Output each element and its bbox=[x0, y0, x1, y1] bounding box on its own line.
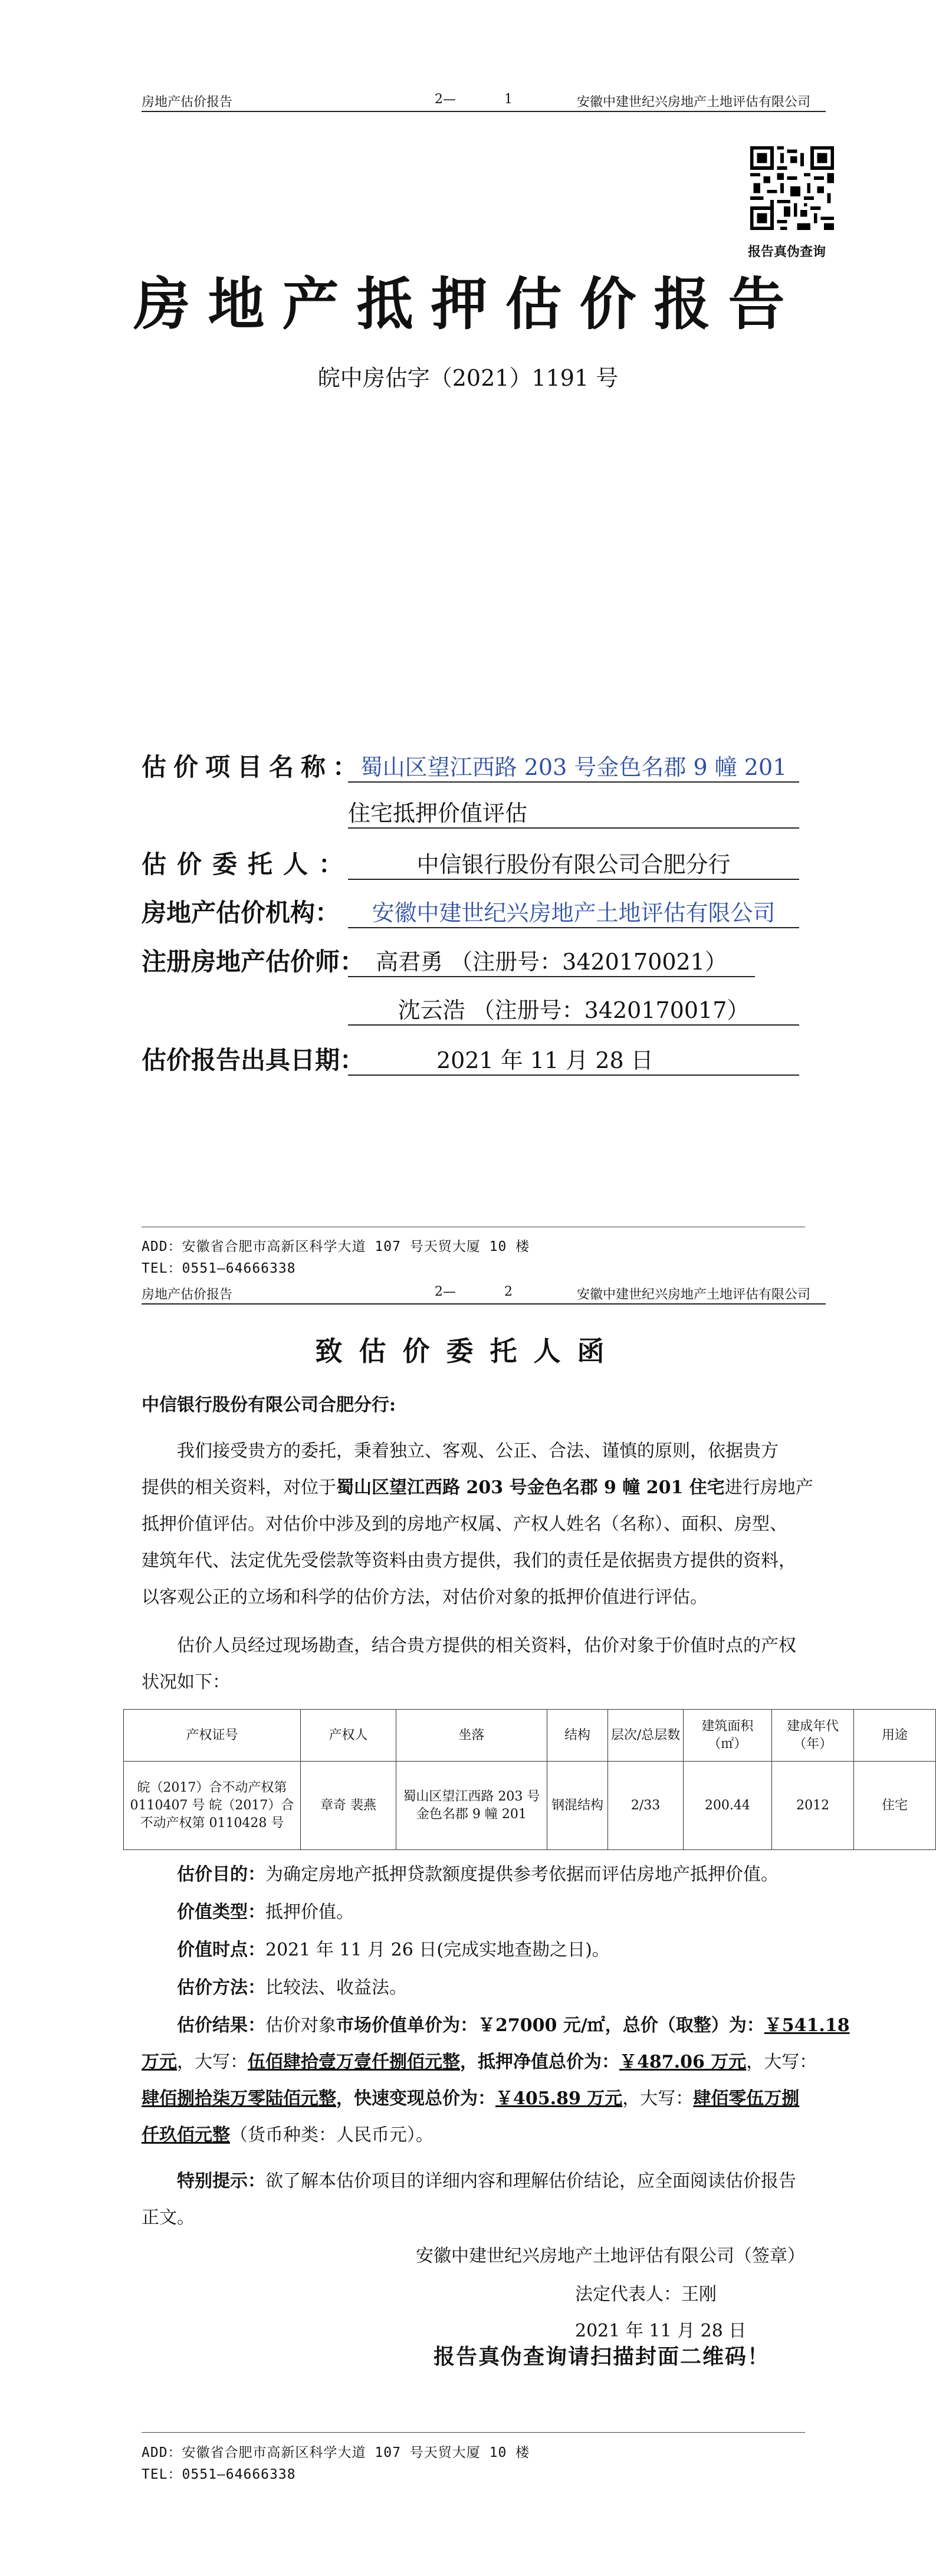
note-paragraph bbox=[142, 2163, 838, 2236]
appraiser-1: 高君勇 （注册号：3420170021） bbox=[348, 944, 755, 977]
header-page: 2— bbox=[435, 92, 456, 107]
total-price-words: 伍佰肆拾壹万壹仟捌佰元整 bbox=[248, 2052, 460, 2072]
td-owner: 章奇 裴燕 bbox=[300, 1762, 396, 1850]
net-value-words: 肆佰捌拾柒万零陆佰元整 bbox=[142, 2088, 336, 2109]
table-header-row bbox=[124, 1710, 936, 1762]
quick-sale-words: 仟玖佰元整 bbox=[142, 2125, 230, 2145]
td-structure: 钢混结构 bbox=[547, 1762, 608, 1850]
client-label: 估价委托人： bbox=[142, 850, 354, 879]
header-rule bbox=[142, 111, 826, 112]
total-price: ￥541.18 bbox=[764, 2015, 850, 2036]
header-page-no: 1 bbox=[504, 92, 513, 107]
header-page: 2— bbox=[435, 1284, 456, 1299]
th-owner: 产权人 bbox=[300, 1710, 396, 1762]
date-label: 估价报告出具日期： bbox=[142, 1046, 365, 1075]
td-cert: 皖（2017）合不动产权第 0110407 号 皖（2017）合不动产权第 0110428 号 bbox=[124, 1762, 301, 1850]
header-left: 房地产估价报告 bbox=[142, 95, 233, 110]
result-text: ，大写： bbox=[177, 2052, 248, 2072]
purpose-label: 估价目的： bbox=[177, 1864, 265, 1885]
client-value: 中信银行股份有限公司合肥分行 bbox=[348, 846, 799, 880]
project-label: 估价项目名称： bbox=[142, 753, 365, 781]
footer-rule bbox=[142, 2432, 805, 2433]
result-line bbox=[142, 2044, 838, 2081]
qr-caption: 报告真伪查询 bbox=[748, 245, 826, 259]
p1-text: 提供的相关资料，对位于 bbox=[142, 1477, 336, 1498]
qr-code-icon[interactable] bbox=[750, 146, 834, 230]
note-line: 正文。 bbox=[142, 2207, 195, 2228]
time-value: 2021 年 11 月 26 日(完成实地查勘之日)。 bbox=[265, 1940, 610, 1960]
result-label: 估价结果： bbox=[177, 2015, 265, 2036]
th-floor: 层次/总层数 bbox=[608, 1710, 683, 1762]
header-company: 安徽中建世纪兴房地产土地评估有限公司 bbox=[577, 1287, 811, 1302]
p1-text: 进行房地产 bbox=[724, 1477, 813, 1498]
th-area: 建筑面积（㎡） bbox=[683, 1710, 772, 1762]
p2-line: 估价人员经过现场勘查，结合贵方提供的相关资料，估价对象于价值时点的产权 bbox=[177, 1635, 796, 1656]
th-usage: 用途 bbox=[854, 1710, 936, 1762]
th-location: 坐落 bbox=[396, 1710, 547, 1762]
footer-tel: TEL：0551—64666338 bbox=[142, 2467, 296, 2482]
addressee: 中信银行股份有限公司合肥分行: bbox=[142, 1395, 396, 1415]
paragraph-1 bbox=[142, 1433, 838, 1616]
td-area: 200.44 bbox=[683, 1762, 772, 1850]
note-label: 特别提示： bbox=[177, 2171, 265, 2191]
td-usage: 住宅 bbox=[854, 1762, 936, 1850]
report-number: 皖中房估字（2021）1191 号 bbox=[317, 365, 619, 391]
date-value: 2021 年 11 月 28 日 bbox=[348, 1042, 799, 1076]
appraiser-2: 沈云浩 （注册号：3420170017） bbox=[348, 992, 799, 1026]
result-text: ，大写： bbox=[622, 2088, 694, 2109]
property-address: 蜀山区望江西路 203 号金色名郡 9 幢 201 住宅 bbox=[336, 1477, 725, 1498]
purpose-value: 为确定房地产抵押贷款额度提供参考依据而评估房地产抵押价值。 bbox=[265, 1864, 779, 1885]
footer-tel: TEL：0551—64666338 bbox=[142, 1261, 296, 1276]
note-text: 欲了解本估价项目的详细内容和理解估价结论，应全面阅读估价报告 bbox=[265, 2171, 796, 2191]
table-row bbox=[124, 1762, 936, 1850]
type-label: 价值类型： bbox=[177, 1902, 265, 1923]
report-title: 房地产抵押估价报告 bbox=[133, 271, 803, 337]
appraiser-label: 注册房地产估价师： bbox=[142, 947, 365, 976]
result-line bbox=[142, 2081, 838, 2117]
method-value: 比较法、收益法。 bbox=[265, 1977, 407, 1998]
letter-title: 致估价委托人函 bbox=[315, 1335, 621, 1367]
method-line bbox=[177, 1970, 407, 2006]
total-price-unit: 万元 bbox=[142, 2052, 177, 2072]
net-value: ￥487.06 万元 bbox=[619, 2052, 747, 2072]
type-value: 抵押价值。 bbox=[265, 1902, 354, 1923]
result-text: ，抵押净值总价为： bbox=[460, 2052, 619, 2072]
time-line bbox=[177, 1932, 610, 1969]
project-value-line2: 住宅抵押价值评估 bbox=[348, 795, 799, 829]
result-text: ，大写： bbox=[746, 2052, 817, 2072]
result-line bbox=[142, 2007, 850, 2044]
header-page-no: 2 bbox=[504, 1284, 513, 1299]
result-text: 估价对象 bbox=[265, 2015, 336, 2036]
note-line bbox=[142, 2163, 838, 2200]
footer-address: ADD：安徽省合肥市高新区科学大道 107 号天贸大厦 10 楼 bbox=[142, 1239, 530, 1254]
th-structure: 结构 bbox=[547, 1710, 608, 1762]
type-line bbox=[177, 1894, 354, 1931]
signature-date: 2021 年 11 月 28 日 bbox=[575, 2321, 747, 2341]
project-value-line1: 蜀山区望江西路 203 号金色名郡 9 幢 201 bbox=[348, 749, 799, 783]
p1-line: 以客观公正的立场和科学的估价方法，对估价对象的抵押价值进行评估。 bbox=[142, 1587, 708, 1608]
time-label: 价值时点： bbox=[177, 1940, 265, 1960]
p1-line: 抵押价值评估。对估价中涉及到的房地产权属、产权人姓名（名称）、面积、房型、 bbox=[142, 1514, 787, 1535]
td-location: 蜀山区望江西路 203 号金色名郡 9 幢 201 bbox=[396, 1762, 547, 1850]
p1-line-2 bbox=[142, 1470, 838, 1506]
result-text: ，快速变现总价为： bbox=[336, 2088, 495, 2109]
th-cert: 产权证号 bbox=[124, 1710, 301, 1762]
agency-label: 房地产估价机构： bbox=[142, 898, 340, 927]
quick-sale-value: ￥405.89 万元 bbox=[495, 2088, 623, 2109]
result-text: ，总价（取整）为： bbox=[605, 2015, 764, 2036]
unit-price: 市场价值单价为：￥27000 元/㎡ bbox=[336, 2015, 605, 2036]
footer-address: ADD：安徽省合肥市高新区科学大道 107 号天贸大厦 10 楼 bbox=[142, 2445, 530, 2460]
header-rule bbox=[142, 1303, 826, 1305]
verify-note: 报告真伪查询请扫描封面二维码！ bbox=[433, 2344, 770, 2369]
currency-note: （货币种类：人民币元）。 bbox=[230, 2125, 433, 2145]
method-label: 估价方法： bbox=[177, 1977, 265, 1998]
property-table bbox=[123, 1709, 936, 1850]
header-left: 房地产估价报告 bbox=[142, 1287, 233, 1302]
header-company: 安徽中建世纪兴房地产土地评估有限公司 bbox=[577, 95, 811, 110]
result-paragraph bbox=[142, 2007, 850, 2154]
th-year: 建成年代（年） bbox=[772, 1710, 854, 1762]
p1-line: 建筑年代、法定优先受偿款等资料由贵方提供，我们的责任是依据贵方提供的资料， bbox=[142, 1550, 796, 1571]
result-line bbox=[142, 2117, 838, 2154]
quick-sale-words: 肆佰零伍万捌 bbox=[693, 2088, 800, 2109]
p2-line: 状况如下： bbox=[142, 1672, 230, 1693]
legal-representative: 法定代表人：王刚 bbox=[575, 2284, 717, 2305]
agency-value: 安徽中建世纪兴房地产土地评估有限公司 bbox=[348, 895, 799, 928]
td-year: 2012 bbox=[772, 1762, 854, 1850]
p1-line: 我们接受贵方的委托，秉着独立、客观、公正、合法、谨慎的原则，依据贵方 bbox=[177, 1441, 779, 1461]
company-signature: 安徽中建世纪兴房地产土地评估有限公司（签章） bbox=[416, 2246, 805, 2266]
td-floor: 2/33 bbox=[608, 1762, 683, 1850]
paragraph-2 bbox=[142, 1628, 838, 1701]
purpose-line bbox=[177, 1857, 779, 1893]
